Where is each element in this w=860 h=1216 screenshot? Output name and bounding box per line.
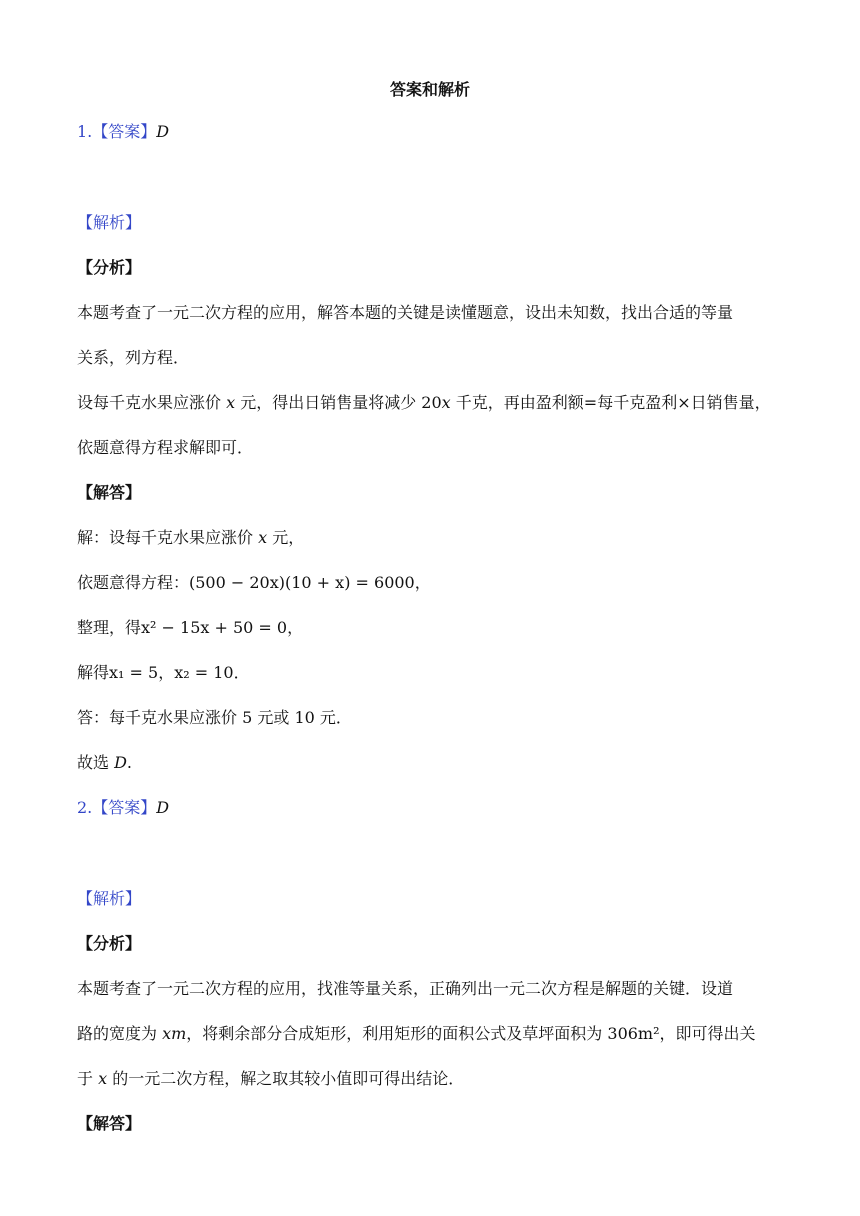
q1-setup-text-c: 千克，再由盈利额=每千克盈利×日销售量， [450,393,771,412]
q1-jieda-heading: 【解答】 [77,483,142,502]
q1-simplified-line: 整理，得x² − 15x + 50 = 0， [77,618,304,637]
q2-analysis3-text-b: 的一元二次方程，解之取其较小值即可得出结论． [107,1069,465,1088]
q2-fenxi-heading: 【分析】 [77,934,142,953]
q1-analysis-line1: 本题考查了一元二次方程的应用，解答本题的关键是读懂题意，设出未知数，找出合适的等量 [77,303,734,322]
q1-equation-line: 依题意得方程：(500 − 20x)(10 + x) = 6000， [77,573,431,592]
q2-analysis-line2 [77,1023,756,1045]
q1-choice-period: . [126,753,133,772]
q1-setup-var: x [226,393,236,412]
page-title: 答案和解析 [389,80,470,99]
q1-roots-line: 解得x₁ = 5，x₂ = 10． [77,663,250,682]
q2-answer-label: 2.【答案】 [77,798,157,817]
q1-choice-letter: D [114,753,127,772]
q2-jiexi-heading: 【解析】 [77,889,142,908]
q1-answer-line [77,121,169,143]
q2-answer-letter: D [156,798,170,817]
q1-sol1-text-b: 元， [267,528,305,547]
q1-sol1-text-a: 解：设每千克水果应涨价 [77,528,259,547]
q1-setup-text-b: 元，得出日销售量将减少 20 [235,393,442,412]
q2-analysis3-var: x [98,1069,108,1088]
q1-answer-label: 1.【答案】 [77,122,157,141]
q1-analysis-line2: 关系，列方程． [77,348,190,367]
q1-setup-var2: x [441,393,451,412]
q1-fenxi-heading: 【分析】 [77,258,142,277]
q1-answer-letter: D [156,122,170,141]
q1-solution-line1 [77,527,304,549]
q2-analysis2-text-b: ，将剩余部分合成矩形，利用矩形的面积公式及草坪面积为 306m²，即可得出关 [186,1024,756,1043]
q2-analysis2-var: xm [162,1024,187,1043]
q2-jieda-heading: 【解答】 [77,1114,142,1133]
q1-choice-text: 故选 [77,753,115,772]
q1-setup-line2: 依题意得方程求解即可． [77,438,254,457]
q2-analysis-line1: 本题考查了一元二次方程的应用，找准等量关系，正确列出一元二次方程是解题的关键．设道 [77,979,734,998]
q1-jiexi-heading: 【解析】 [77,213,142,232]
q1-setup-text-a: 设每千克水果应涨价 [77,393,227,412]
q1-setup-line1 [77,392,771,414]
q1-choice-line [77,752,132,774]
q2-analysis3-text-a: 于 [77,1069,99,1088]
q2-analysis-line3 [77,1068,464,1090]
q2-analysis2-text-a: 路的宽度为 [77,1024,163,1043]
q1-conclusion-line: 答：每千克水果应涨价 5 元或 10 元． [77,708,352,727]
q1-sol1-var: x [258,528,268,547]
q2-answer-line [77,797,169,819]
